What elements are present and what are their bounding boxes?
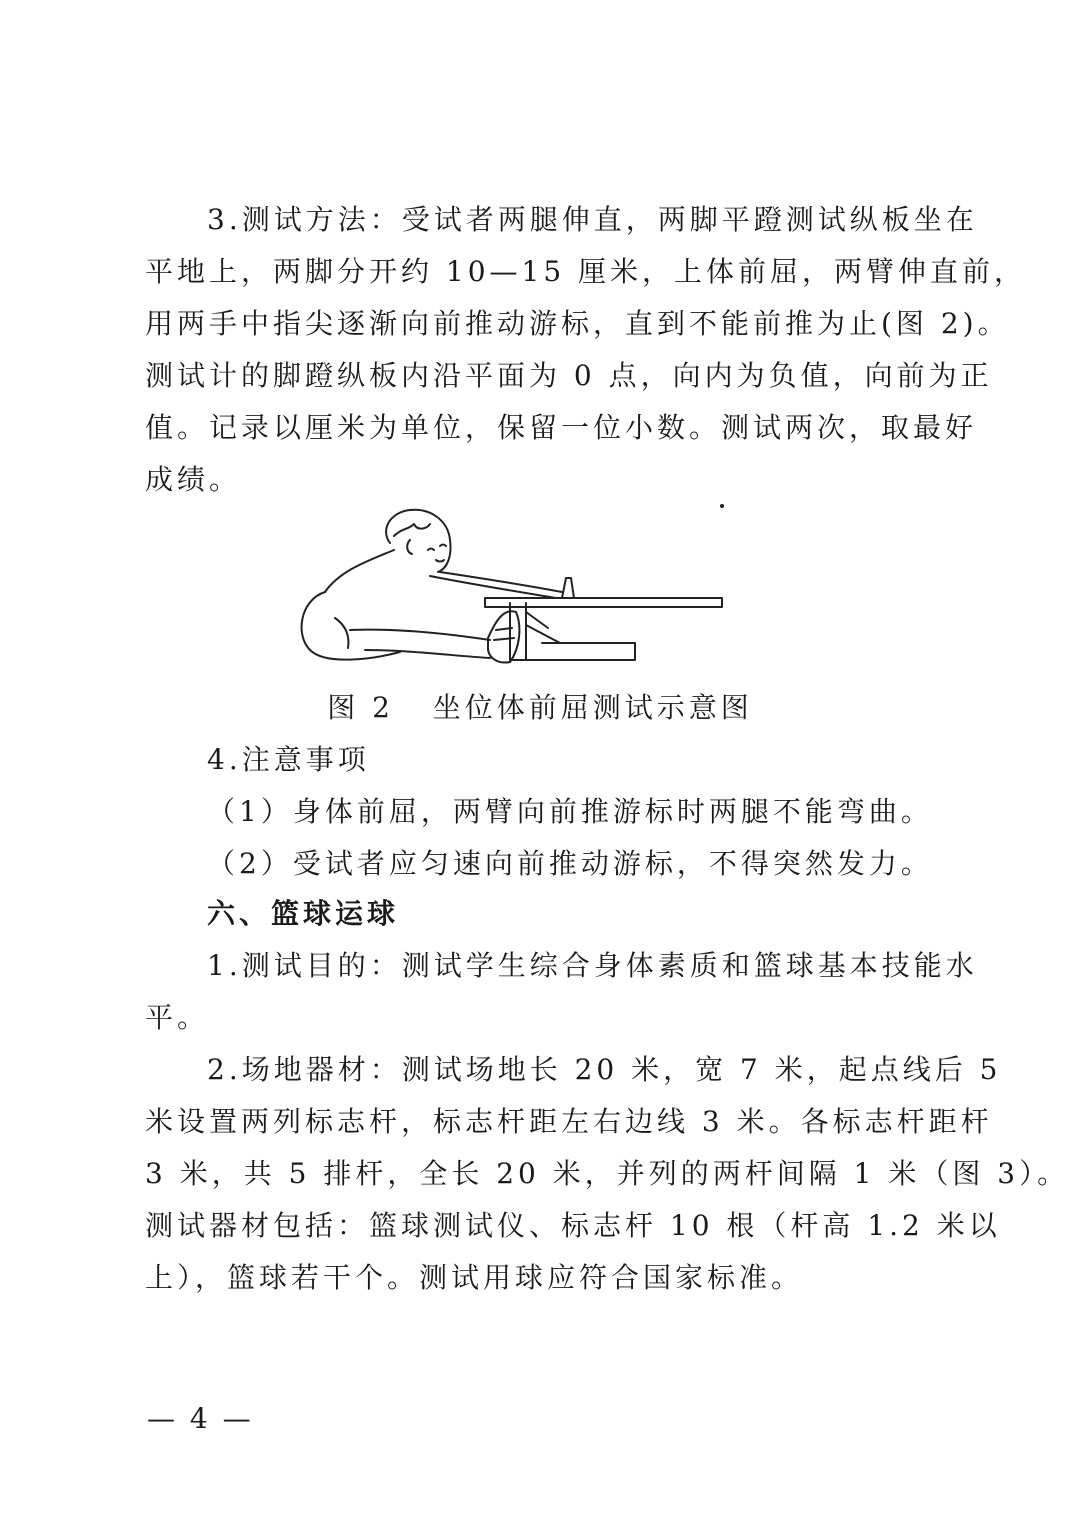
notes-section (145, 734, 945, 890)
paragraph-line: 值。记录以厘米为单位，保留一位小数。测试两次，取最好 (145, 411, 978, 444)
paragraph-line: 2.场地器材：测试场地长 20 米，宽 7 米，起点线后 5 (207, 1053, 1002, 1086)
section-title: 4.注意事项 (207, 743, 370, 776)
paragraph-line: 测试器材包括：篮球测试仪、标志杆 10 根（杆高 1.2 米以 (145, 1209, 1001, 1242)
basketball-section (145, 888, 1070, 1304)
paragraph-line: 米设置两列标志杆，标志杆距左右边线 3 米。各标志杆距杆 (145, 1105, 993, 1138)
paragraph-line: 平。 (145, 1001, 210, 1034)
paragraph-line: 上），篮球若干个。测试用球应符合国家标准。 (145, 1261, 804, 1294)
list-item: （1）身体前屈，两臂向前推游标时两腿不能弯曲。 (207, 795, 933, 828)
section-heading: 六、篮球运球 (207, 897, 400, 930)
paragraph-line: 测试计的脚蹬纵板内沿平面为 0 点，向内为负值，向前为正 (145, 359, 993, 392)
figure-caption: 图 2 坐位体前屈测试示意图 (327, 691, 753, 724)
test-method-paragraph (145, 194, 1027, 506)
list-item: （2）受试者应匀速向前推动游标，不得突然发力。 (207, 847, 933, 880)
paragraph-line: 成绩。 (145, 463, 242, 496)
paragraph-line: 3 米，共 5 排杆，全长 20 米，并列的两杆间隔 1 米（图 3）。 (145, 1157, 1070, 1190)
paragraph-line: 1.测试目的：测试学生综合身体素质和篮球基本技能水 (207, 949, 978, 982)
paragraph-line: 用两手中指尖逐渐向前推动游标，直到不能前推为止(图 2)。 (145, 307, 1010, 340)
paragraph-line: 3.测试方法：受试者两腿伸直，两脚平蹬测试纵板坐在 (207, 203, 978, 236)
sit-and-reach-illustration (290, 500, 730, 675)
page-number: — 4 — (147, 1402, 254, 1435)
paragraph-line: 平地上，两脚分开约 10—15 厘米，上体前屈，两臂伸直前， (145, 255, 1027, 288)
